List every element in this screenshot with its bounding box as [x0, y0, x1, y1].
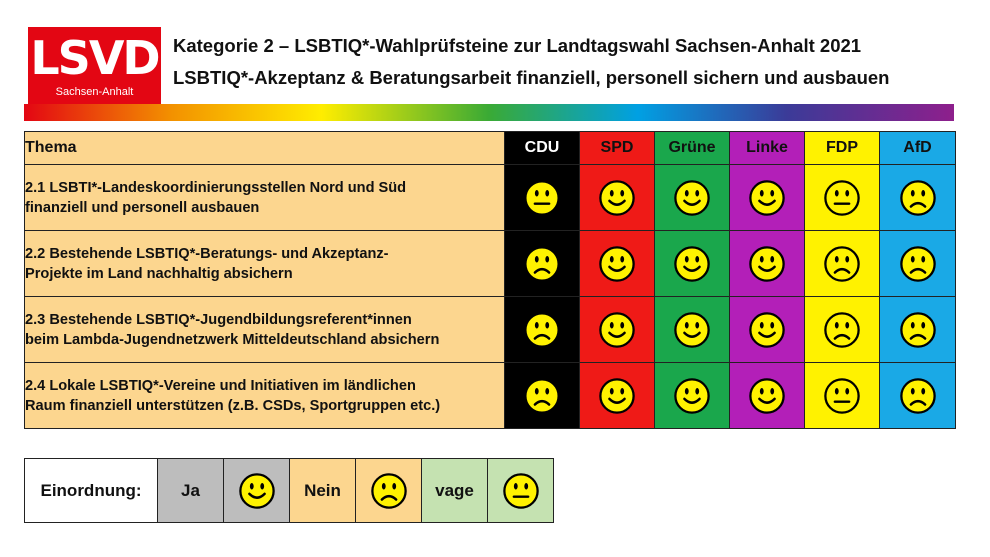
- smiley-sad-icon: [823, 245, 861, 283]
- smiley-sad-icon: [523, 377, 561, 415]
- smiley-sad-icon: [823, 311, 861, 349]
- rating-cell-gruene: [655, 231, 730, 297]
- topic-cell: [25, 165, 505, 231]
- rating-cell-fdp: [805, 165, 880, 231]
- page-title: Kategorie 2 – LSBTIQ*-Wahlprüfsteine zur Landtagswahl Sachsen-Anhalt 2021: [173, 35, 862, 56]
- legend-nein-label: Nein: [290, 459, 356, 523]
- topic-line: 2.3 Bestehende LSBTIQ*-Jugendbildungsreferent*innen: [25, 311, 412, 328]
- table-row: [25, 297, 956, 363]
- rating-cell-linke: [730, 165, 805, 231]
- topic-cell: [25, 363, 505, 429]
- rating-cell-afd: [880, 297, 956, 363]
- rating-cell-afd: [880, 165, 956, 231]
- ratings-table: [24, 131, 956, 429]
- rating-cell-fdp: [805, 297, 880, 363]
- rating-cell-spd: [580, 297, 655, 363]
- smiley-neutral-icon: [523, 179, 561, 217]
- smiley-happy-icon: [598, 311, 636, 349]
- smiley-happy-icon: [598, 179, 636, 217]
- rating-cell-gruene: [655, 363, 730, 429]
- lsvd-logo: [28, 27, 161, 105]
- smiley-happy-icon: [673, 311, 711, 349]
- smiley-happy-icon: [748, 311, 786, 349]
- smiley-happy-icon: [598, 245, 636, 283]
- topic-line: beim Lambda-Jugendnetzwerk Mitteldeutschland absichern: [25, 331, 440, 348]
- rating-cell-gruene: [655, 297, 730, 363]
- legend-nein-icon: [356, 459, 422, 523]
- table-row: [25, 363, 956, 429]
- legend-label: Einordnung:: [25, 459, 158, 523]
- legend-vage-icon: [488, 459, 554, 523]
- smiley-sad-icon: [899, 179, 937, 217]
- topic-cell: [25, 231, 505, 297]
- smiley-neutral-icon: [823, 179, 861, 217]
- thema-header: Thema: [25, 132, 505, 165]
- rating-cell-linke: [730, 363, 805, 429]
- legend-ja-label: Ja: [158, 459, 224, 523]
- rating-cell-afd: [880, 231, 956, 297]
- party-header-spd: SPD: [580, 132, 655, 165]
- smiley-happy-icon: [673, 245, 711, 283]
- smiley-sad-icon: [899, 311, 937, 349]
- party-header-gruene: Grüne: [655, 132, 730, 165]
- logo-subtitle: Sachsen-Anhalt: [55, 86, 134, 98]
- topic-line: finanziell und personell ausbauen: [25, 199, 260, 216]
- topic-line: Raum finanziell unterstützen (z.B. CSDs, Sportgruppen etc.): [25, 397, 441, 414]
- topic-line: Projekte im Land nachhaltig absichern: [25, 265, 293, 282]
- smiley-neutral-icon: [502, 472, 540, 510]
- smiley-happy-icon: [748, 179, 786, 217]
- rating-cell-linke: [730, 297, 805, 363]
- topic-line: 2.4 Lokale LSBTIQ*-Vereine und Initiativen im ländlichen: [25, 377, 416, 394]
- rating-cell-spd: [580, 363, 655, 429]
- rating-cell-fdp: [805, 231, 880, 297]
- logo-wordmark: LSVD: [30, 31, 159, 85]
- table-row: [25, 165, 956, 231]
- smiley-sad-icon: [523, 245, 561, 283]
- smiley-happy-icon: [748, 245, 786, 283]
- smiley-sad-icon: [370, 472, 408, 510]
- rating-cell-spd: [580, 231, 655, 297]
- smiley-happy-icon: [598, 377, 636, 415]
- legend-ja-icon: [224, 459, 290, 523]
- table-row: [25, 231, 956, 297]
- party-header-afd: AfD: [880, 132, 956, 165]
- smiley-sad-icon: [899, 377, 937, 415]
- legend: [24, 458, 554, 523]
- table-header-row: [25, 132, 956, 165]
- legend-vage-label: vage: [422, 459, 488, 523]
- rating-cell-gruene: [655, 165, 730, 231]
- party-header-fdp: FDP: [805, 132, 880, 165]
- rating-cell-cdu: [505, 297, 580, 363]
- rating-cell-cdu: [505, 231, 580, 297]
- topic-line: 2.1 LSBTI*-Landeskoordinierungsstellen Nord und Süd: [25, 179, 407, 196]
- smiley-neutral-icon: [823, 377, 861, 415]
- rainbow-bar: [24, 104, 954, 121]
- party-header-cdu: CDU: [505, 132, 580, 165]
- rating-cell-spd: [580, 165, 655, 231]
- page-subtitle: LSBTIQ*-Akzeptanz & Beratungsarbeit finanziell, personell sichern und ausbauen: [173, 67, 890, 88]
- smiley-happy-icon: [673, 377, 711, 415]
- rating-cell-linke: [730, 231, 805, 297]
- topic-cell: [25, 297, 505, 363]
- smiley-sad-icon: [899, 245, 937, 283]
- smiley-happy-icon: [238, 472, 276, 510]
- smiley-happy-icon: [673, 179, 711, 217]
- rating-cell-cdu: [505, 363, 580, 429]
- topic-line: 2.2 Bestehende LSBTIQ*-Beratungs- und Akzeptanz-: [25, 245, 389, 262]
- smiley-sad-icon: [523, 311, 561, 349]
- smiley-happy-icon: [748, 377, 786, 415]
- party-header-linke: Linke: [730, 132, 805, 165]
- rating-cell-cdu: [505, 165, 580, 231]
- rating-cell-afd: [880, 363, 956, 429]
- rating-cell-fdp: [805, 363, 880, 429]
